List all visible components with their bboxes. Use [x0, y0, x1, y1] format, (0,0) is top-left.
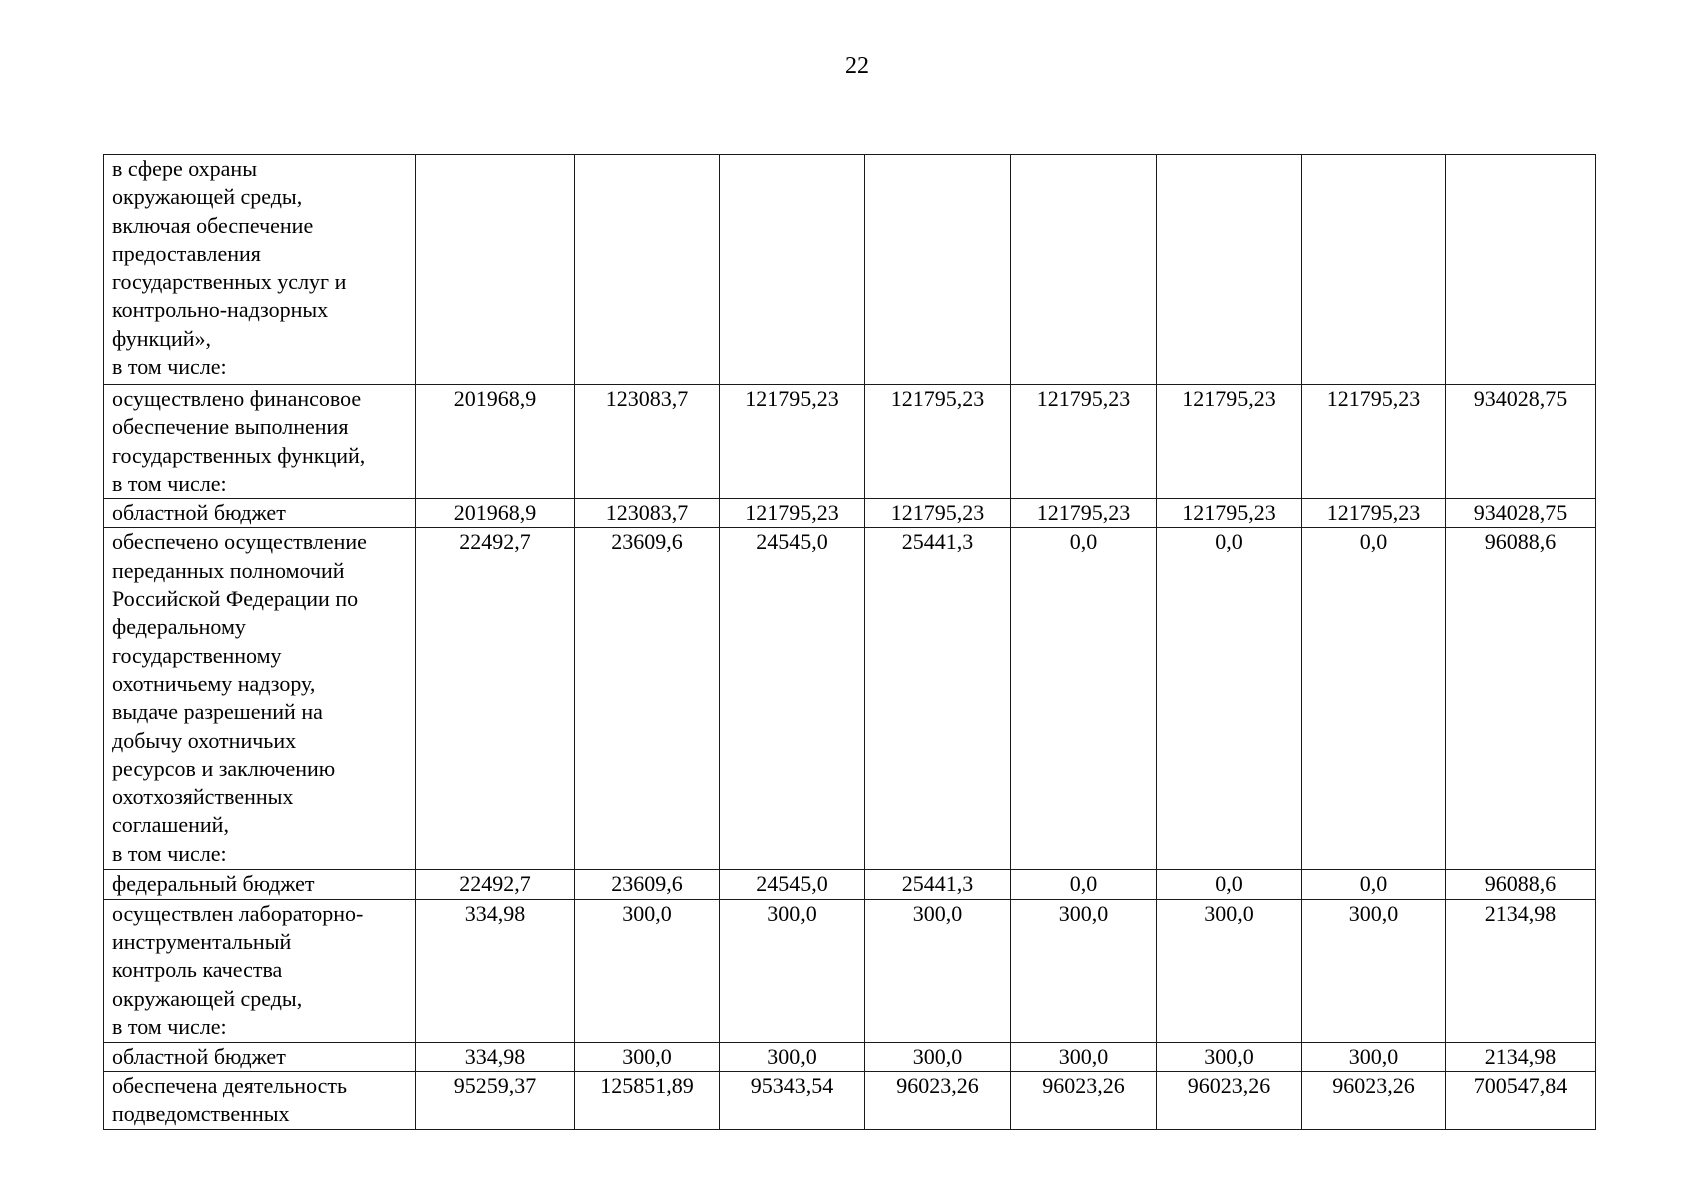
value-cell: 300,0 [1302, 899, 1446, 1042]
value-cell: 24545,0 [720, 870, 865, 899]
total-cell: 2134,98 [1446, 899, 1596, 1042]
value-cell: 121795,23 [720, 499, 865, 528]
value-cell [1011, 155, 1157, 385]
table-row [104, 155, 1596, 385]
table-row [104, 385, 1596, 499]
value-cell: 121795,23 [1302, 385, 1446, 499]
value-cell [416, 155, 575, 385]
row-label: осуществлено финансовое обеспечение выполнения государственных функций, в том числе: [104, 385, 416, 499]
table-row [104, 499, 1596, 528]
value-cell: 0,0 [1157, 870, 1302, 899]
value-cell: 300,0 [575, 1042, 720, 1071]
value-cell: 96023,26 [1157, 1072, 1302, 1130]
table-row [104, 870, 1596, 899]
value-cell: 121795,23 [1157, 499, 1302, 528]
value-cell: 300,0 [1302, 1042, 1446, 1071]
row-label: в сфере охраны окружающей среды, включая обеспечение предоставления государственных услуг и контрольно-надзорных функций», в том числе: [104, 155, 416, 385]
row-label: осуществлен лабораторно- инструментальный контроль качества окружающей среды, в том числе: [104, 899, 416, 1042]
total-cell: 934028,75 [1446, 385, 1596, 499]
value-cell: 201968,9 [416, 499, 575, 528]
value-cell: 201968,9 [416, 385, 575, 499]
value-cell: 121795,23 [865, 499, 1011, 528]
row-label: областной бюджет [104, 1042, 416, 1071]
value-cell: 300,0 [575, 899, 720, 1042]
value-cell: 300,0 [1011, 899, 1157, 1042]
total-cell: 96088,6 [1446, 528, 1596, 870]
value-cell: 22492,7 [416, 870, 575, 899]
value-cell: 121795,23 [1157, 385, 1302, 499]
value-cell [1302, 155, 1446, 385]
value-cell: 334,98 [416, 899, 575, 1042]
value-cell: 300,0 [720, 899, 865, 1042]
value-cell: 125851,89 [575, 1072, 720, 1130]
value-cell: 300,0 [865, 899, 1011, 1042]
value-cell: 300,0 [720, 1042, 865, 1071]
value-cell: 300,0 [1157, 1042, 1302, 1071]
value-cell: 96023,26 [1302, 1072, 1446, 1130]
value-cell: 96023,26 [865, 1072, 1011, 1130]
row-label: областной бюджет [104, 499, 416, 528]
value-cell: 95343,54 [720, 1072, 865, 1130]
value-cell: 23609,6 [575, 528, 720, 870]
total-cell: 700547,84 [1446, 1072, 1596, 1130]
row-label: обеспечена деятельность подведомственных [104, 1072, 416, 1130]
value-cell: 123083,7 [575, 385, 720, 499]
value-cell: 121795,23 [720, 385, 865, 499]
value-cell: 334,98 [416, 1042, 575, 1071]
row-label: обеспечено осуществление переданных полномочий Российской Федерации по федеральному государственному охотничьему надзору, выдаче разрешений на добычу охотничьих ресурсов и заключению охотхозяйственных соглашений, в том числе: [104, 528, 416, 870]
value-cell [1157, 155, 1302, 385]
value-cell [720, 155, 865, 385]
table-row [104, 1072, 1596, 1130]
table-body [104, 155, 1596, 1130]
value-cell [865, 155, 1011, 385]
value-cell: 121795,23 [865, 385, 1011, 499]
value-cell: 24545,0 [720, 528, 865, 870]
value-cell: 0,0 [1011, 870, 1157, 899]
value-cell [575, 155, 720, 385]
value-cell: 25441,3 [865, 870, 1011, 899]
value-cell: 300,0 [1157, 899, 1302, 1042]
total-cell [1446, 155, 1596, 385]
table-row [104, 899, 1596, 1042]
budget-table [103, 154, 1596, 1130]
table-row [104, 1042, 1596, 1071]
value-cell: 121795,23 [1302, 499, 1446, 528]
row-label: федеральный бюджет [104, 870, 416, 899]
value-cell: 0,0 [1302, 870, 1446, 899]
value-cell: 300,0 [865, 1042, 1011, 1071]
value-cell: 95259,37 [416, 1072, 575, 1130]
value-cell: 300,0 [1011, 1042, 1157, 1071]
table-row [104, 528, 1596, 870]
value-cell: 23609,6 [575, 870, 720, 899]
value-cell: 25441,3 [865, 528, 1011, 870]
value-cell: 0,0 [1157, 528, 1302, 870]
total-cell: 934028,75 [1446, 499, 1596, 528]
value-cell: 0,0 [1302, 528, 1446, 870]
value-cell: 22492,7 [416, 528, 575, 870]
value-cell: 96023,26 [1011, 1072, 1157, 1130]
value-cell: 121795,23 [1011, 385, 1157, 499]
value-cell: 0,0 [1011, 528, 1157, 870]
total-cell: 96088,6 [1446, 870, 1596, 899]
total-cell: 2134,98 [1446, 1042, 1596, 1071]
value-cell: 123083,7 [575, 499, 720, 528]
page-number: 22 [845, 53, 869, 79]
value-cell: 121795,23 [1011, 499, 1157, 528]
